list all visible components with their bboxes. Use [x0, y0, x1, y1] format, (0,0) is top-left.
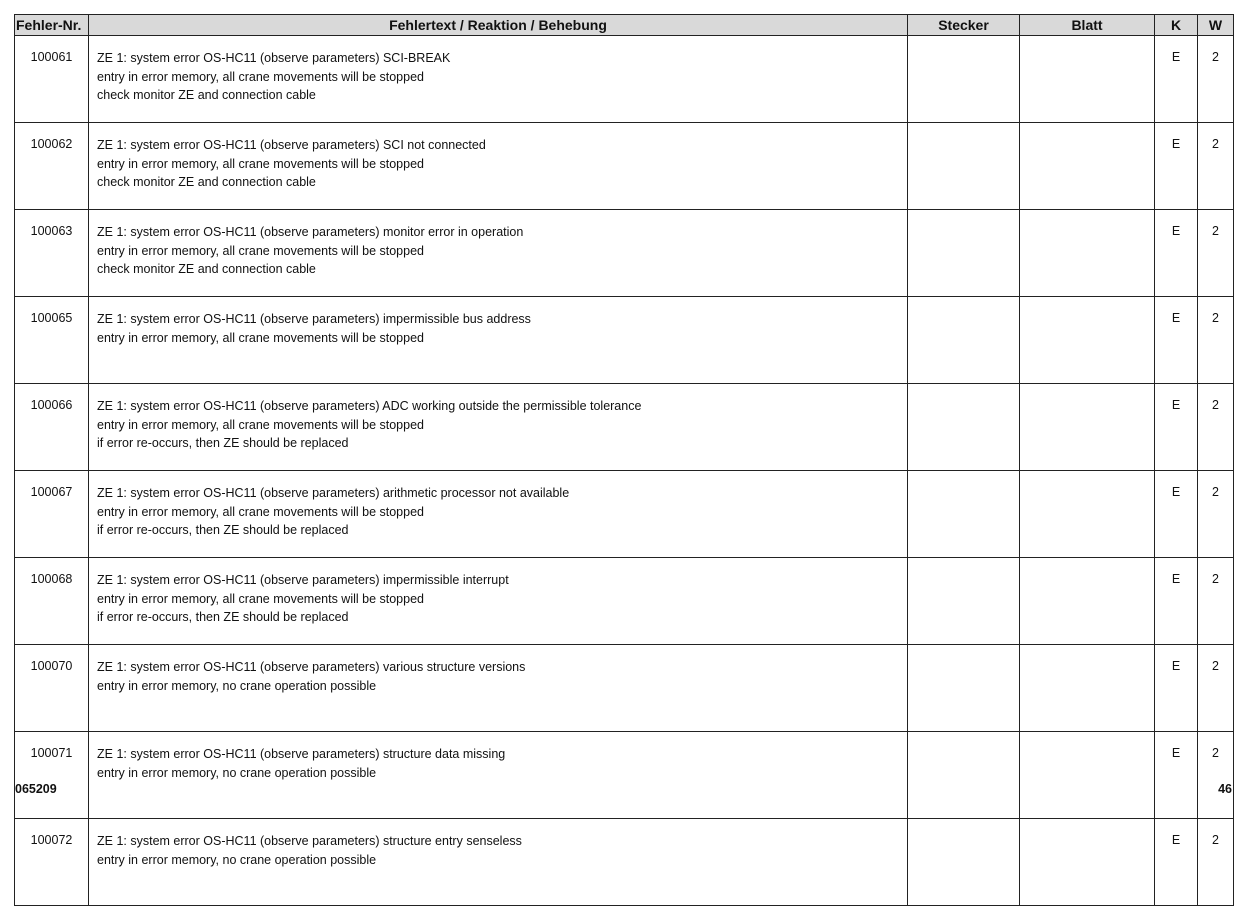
error-text-cell — [89, 210, 908, 297]
sheet-cell — [1020, 123, 1155, 210]
table-row — [15, 645, 1234, 732]
error-number-cell: 100061 — [15, 36, 89, 123]
error-text-cell — [89, 732, 908, 819]
error-number-cell: 100063 — [15, 210, 89, 297]
k-cell: E — [1155, 558, 1198, 645]
error-text-line: if error re-occurs, then ZE should be replaced — [97, 610, 349, 625]
table-header — [15, 15, 1234, 36]
k-cell: E — [1155, 36, 1198, 123]
table-row — [15, 297, 1234, 384]
table-row — [15, 123, 1234, 210]
error-text-line: entry in error memory, all crane movements will be stopped — [97, 417, 424, 432]
header-connector: Stecker — [908, 15, 1020, 36]
error-text-line: entry in error memory, no crane operation possible — [97, 852, 377, 867]
header-w: W — [1198, 15, 1234, 36]
w-cell: 2 — [1198, 645, 1234, 732]
k-cell: E — [1155, 297, 1198, 384]
error-number-cell: 100065 — [15, 297, 89, 384]
k-cell: E — [1155, 819, 1198, 906]
error-text-cell — [89, 123, 908, 210]
connector-cell — [908, 819, 1020, 906]
error-text-cell — [89, 36, 908, 123]
table-row — [15, 471, 1234, 558]
error-text-cell — [89, 384, 908, 471]
header-error-text: Fehlertext / Reaktion / Behebung — [89, 15, 908, 36]
document-number: 065209 — [15, 782, 57, 796]
error-text-line: check monitor ZE and connection cable — [97, 262, 316, 277]
error-text-cell — [89, 819, 908, 906]
error-text-line: ZE 1: system error OS-HC11 (observe parameters) arithmetic processor not available — [97, 486, 570, 500]
header-k: K — [1155, 15, 1198, 36]
sheet-cell — [1020, 384, 1155, 471]
error-text-line: entry in error memory, all crane movements will be stopped — [97, 591, 424, 606]
w-cell: 2 — [1198, 297, 1234, 384]
error-text-cell — [89, 297, 908, 384]
error-text-line: ZE 1: system error OS-HC11 (observe parameters) monitor error in operation — [97, 225, 524, 239]
k-cell: E — [1155, 210, 1198, 297]
error-text-line: ZE 1: system error OS-HC11 (observe parameters) SCI not connected — [97, 138, 486, 152]
error-text-line: if error re-occurs, then ZE should be replaced — [97, 523, 349, 538]
connector-cell — [908, 210, 1020, 297]
k-cell: E — [1155, 123, 1198, 210]
table-row — [15, 732, 1234, 819]
table-row — [15, 558, 1234, 645]
page-number: 46 — [1218, 782, 1232, 796]
error-text-line: entry in error memory, all crane movements will be stopped — [97, 330, 424, 345]
connector-cell — [908, 36, 1020, 123]
sheet-cell — [1020, 645, 1155, 732]
sheet-cell — [1020, 819, 1155, 906]
table-row — [15, 210, 1234, 297]
error-number-cell: 100066 — [15, 384, 89, 471]
w-cell: 2 — [1198, 558, 1234, 645]
connector-cell — [908, 732, 1020, 819]
k-cell: E — [1155, 471, 1198, 558]
sheet-cell — [1020, 36, 1155, 123]
table-row — [15, 36, 1234, 123]
sheet-cell — [1020, 210, 1155, 297]
error-text-line: entry in error memory, all crane movements will be stopped — [97, 156, 424, 171]
sheet-cell — [1020, 732, 1155, 819]
w-cell: 2 — [1198, 123, 1234, 210]
w-cell: 2 — [1198, 819, 1234, 906]
error-text-cell — [89, 645, 908, 732]
sheet-cell — [1020, 558, 1155, 645]
connector-cell — [908, 645, 1020, 732]
error-text-line: ZE 1: system error OS-HC11 (observe parameters) various structure versions — [97, 660, 526, 674]
error-number-cell: 100070 — [15, 645, 89, 732]
error-text-line: ZE 1: system error OS-HC11 (observe parameters) impermissible bus address — [97, 312, 531, 326]
error-text-line: ZE 1: system error OS-HC11 (observe parameters) structure entry senseless — [97, 834, 522, 848]
error-text-cell — [89, 471, 908, 558]
k-cell: E — [1155, 732, 1198, 819]
connector-cell — [908, 123, 1020, 210]
error-number-cell: 100068 — [15, 558, 89, 645]
error-text-line: entry in error memory, all crane movements will be stopped — [97, 69, 424, 84]
sheet-cell — [1020, 297, 1155, 384]
error-code-table — [14, 14, 1234, 906]
sheet-cell — [1020, 471, 1155, 558]
error-text-line: entry in error memory, all crane movements will be stopped — [97, 504, 424, 519]
error-number-cell: 100067 — [15, 471, 89, 558]
error-text-line: entry in error memory, all crane movements will be stopped — [97, 243, 424, 258]
error-number-cell: 100071 — [15, 732, 89, 819]
error-number-cell: 100072 — [15, 819, 89, 906]
k-cell: E — [1155, 645, 1198, 732]
table-row — [15, 819, 1234, 906]
w-cell: 2 — [1198, 732, 1234, 819]
w-cell: 2 — [1198, 384, 1234, 471]
connector-cell — [908, 384, 1020, 471]
w-cell: 2 — [1198, 471, 1234, 558]
w-cell: 2 — [1198, 210, 1234, 297]
error-text-line: check monitor ZE and connection cable — [97, 88, 316, 103]
error-text-line: ZE 1: system error OS-HC11 (observe parameters) ADC working outside the permissible tolerance — [97, 399, 642, 413]
table-body — [15, 36, 1234, 906]
connector-cell — [908, 471, 1020, 558]
error-number-cell: 100062 — [15, 123, 89, 210]
error-text-line: ZE 1: system error OS-HC11 (observe parameters) structure data missing — [97, 747, 506, 761]
table-row — [15, 384, 1234, 471]
error-text-line: entry in error memory, no crane operation possible — [97, 678, 377, 693]
connector-cell — [908, 558, 1020, 645]
error-text-line: entry in error memory, no crane operation possible — [97, 765, 377, 780]
w-cell: 2 — [1198, 36, 1234, 123]
error-text-cell — [89, 558, 908, 645]
error-text-line: check monitor ZE and connection cable — [97, 175, 316, 190]
header-sheet: Blatt — [1020, 15, 1155, 36]
error-text-line: if error re-occurs, then ZE should be replaced — [97, 436, 349, 451]
error-text-line: ZE 1: system error OS-HC11 (observe parameters) SCI-BREAK — [97, 51, 451, 65]
k-cell: E — [1155, 384, 1198, 471]
header-error-number: Fehler-Nr. — [15, 15, 89, 36]
connector-cell — [908, 297, 1020, 384]
error-text-line: ZE 1: system error OS-HC11 (observe parameters) impermissible interrupt — [97, 573, 509, 587]
